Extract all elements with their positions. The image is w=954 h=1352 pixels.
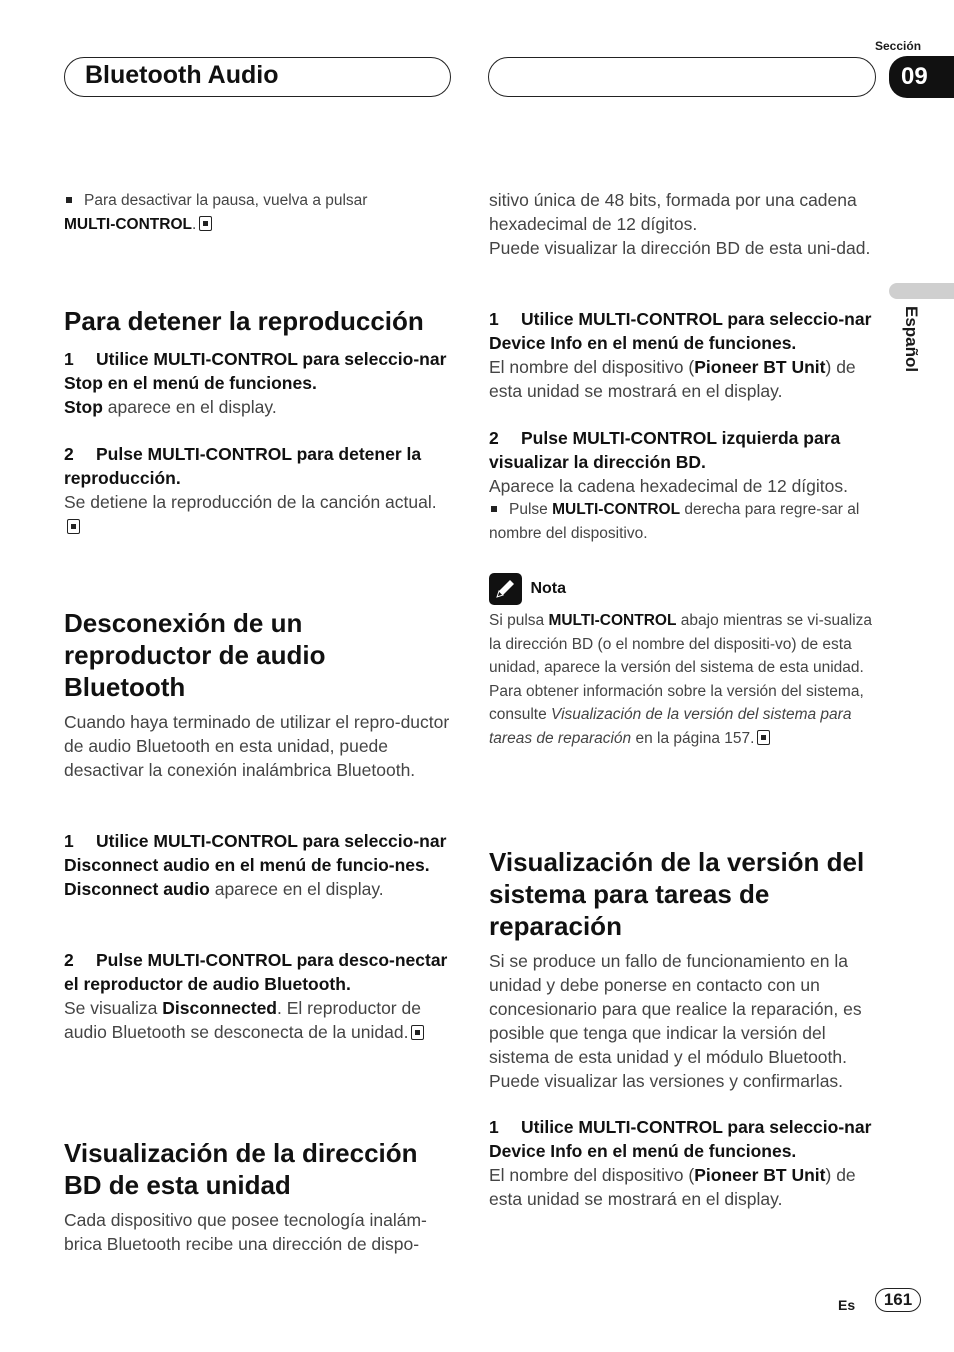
step-body: El nombre del dispositivo ( xyxy=(489,1165,695,1185)
step-number: 1 xyxy=(489,1117,499,1137)
paragraph: Cada dispositivo que posee tecnología inalám-brica Bluetooth recibe una dirección de dispo- xyxy=(64,1210,427,1254)
disconnect-step-1 xyxy=(64,829,452,901)
step-title: Utilice MULTI-CONTROL para seleccio-nar Device Info en el menú de funciones. xyxy=(489,1117,872,1161)
section-label: Sección xyxy=(875,39,922,53)
intro-text-end: . xyxy=(192,215,197,233)
end-mark-icon xyxy=(411,1025,424,1040)
step-title: Pulse MULTI-CONTROL para detener la reproducción. xyxy=(64,444,422,488)
step-body-end: . El reproductor de audio Bluetooth se desconecta de la unidad. xyxy=(64,998,421,1042)
version-body xyxy=(489,949,879,1093)
step-body-bold: Pioneer BT Unit xyxy=(694,1165,826,1185)
step-body: Aparece la cadena hexadecimal de 12 dígitos. xyxy=(489,476,848,496)
step-title: Pulse MULTI-CONTROL izquierda para visualizar la dirección BD. xyxy=(489,428,841,472)
step-body: aparece en el display. xyxy=(102,397,277,417)
step-body-end: ) de esta unidad se mostrará en el display. xyxy=(489,357,856,401)
section-number-badge: 09 xyxy=(889,56,954,98)
paragraph: Cuando haya terminado de utilizar el repro-ductor de audio Bluetooth en esta unidad, puede desactivar la conexión inalámbrica Bluetooth. xyxy=(64,712,450,780)
bullet-icon xyxy=(491,506,497,512)
disconnect-section xyxy=(64,607,452,703)
bd-body xyxy=(64,1208,452,1256)
section-heading: Visualización de la versión del sistema para tareas de reparación xyxy=(489,847,865,941)
section-heading: Para detener la reproducción xyxy=(64,306,424,336)
bd-step-1 xyxy=(489,307,879,403)
version-section xyxy=(489,846,879,942)
pencil-note-icon xyxy=(489,573,522,605)
paragraph: Puede visualizar la dirección BD de esta uni-dad. xyxy=(489,238,871,258)
note-body xyxy=(489,609,879,750)
section-heading: Desconexión de un reproductor de audio Bluetooth xyxy=(64,608,326,702)
paragraph: Si se produce un fallo de funcionamiento en la unidad y debe ponerse en contacto con un concesionario para que realice la reparación, es posible que tenga que indicar la versión del sistema de esta unidad y el módulo Bluetooth. Puede visualizar las versiones y confirmarlas. xyxy=(489,951,862,1091)
section-heading: Visualización de la dirección BD de esta unidad xyxy=(64,1138,418,1200)
version-step-1 xyxy=(489,1115,879,1211)
note-header xyxy=(489,573,879,605)
note-label: Nota xyxy=(530,580,567,597)
page-number: 161 xyxy=(875,1288,921,1312)
step-body-end: ) de esta unidad se mostrará en el display. xyxy=(489,1165,856,1209)
step-title: Utilice MULTI-CONTROL para seleccio-nar Device Info en el menú de funciones. xyxy=(489,309,872,353)
footer-language: Es xyxy=(838,1297,856,1313)
bullet-text-end: derecha para regre-sar al nombre del dispositivo. xyxy=(489,501,860,542)
disconnect-body xyxy=(64,710,452,782)
note-text-mid: abajo mientras se vi-sualiza la dirección BD (o el nombre del dispositi-vo) de esta unidad, aparece la versión del sistema de esta unidad. Para obtener información sobre la versión del sistema, consulte xyxy=(489,612,873,723)
language-label: Español xyxy=(902,306,921,373)
end-mark-icon xyxy=(67,519,80,534)
step-body-bold: Disconnect audio xyxy=(64,879,210,899)
step-number: 1 xyxy=(489,309,499,329)
step-title: Utilice MULTI-CONTROL para seleccio-nar Disconnect audio en el menú de funcio-nes. xyxy=(64,831,447,875)
intro-bold: MULTI-CONTROL xyxy=(64,215,192,233)
note-text: Si pulsa xyxy=(489,612,549,629)
header-title-box xyxy=(64,57,451,97)
bullet-bold: MULTI-CONTROL xyxy=(552,501,681,518)
step-body-bold: Pioneer BT Unit xyxy=(694,357,826,377)
header-title: Bluetooth Audio xyxy=(85,61,279,89)
end-mark-icon xyxy=(199,216,212,231)
step-number: 1 xyxy=(64,831,74,851)
stop-step-2 xyxy=(64,442,452,538)
bd-step-2 xyxy=(489,426,879,545)
language-tab xyxy=(889,283,954,299)
step-body-bold: Stop xyxy=(64,397,103,417)
bd-section xyxy=(64,1137,452,1201)
step-title: Utilice MULTI-CONTROL para seleccio-nar Stop en el menú de funciones. xyxy=(64,349,447,393)
step-number: 2 xyxy=(64,444,74,464)
step-number: 2 xyxy=(489,428,499,448)
step-body: Se detiene la reproducción de la canción actual. xyxy=(64,492,437,512)
bullet-text: Pulse xyxy=(509,501,553,518)
step-body: aparece en el display. xyxy=(209,879,384,899)
step-number: 2 xyxy=(64,950,74,970)
disconnect-step-2 xyxy=(64,948,452,1044)
step-body: El nombre del dispositivo ( xyxy=(489,357,695,377)
header-empty-box xyxy=(488,57,876,97)
note-bold: MULTI-CONTROL xyxy=(548,612,677,629)
paragraph: sitivo única de 48 bits, formada por una cadena hexadecimal de 12 dígitos. xyxy=(489,190,857,234)
bd-continued xyxy=(489,188,879,260)
intro-bullet xyxy=(64,189,452,236)
note-crossref: Visualización de la versión del sistema para tareas de reparación xyxy=(489,706,852,747)
step-number: 1 xyxy=(64,349,74,369)
step-body: Se visualiza xyxy=(64,998,163,1018)
intro-text: Para desactivar la pausa, vuelva a pulsar xyxy=(84,192,368,209)
step-title: Pulse MULTI-CONTROL para desco-nectar el reproductor de audio Bluetooth. xyxy=(64,950,448,994)
bullet-icon xyxy=(66,197,72,203)
step-body-bold: Disconnected xyxy=(162,998,277,1018)
stop-section xyxy=(64,305,452,337)
stop-step-1 xyxy=(64,347,452,419)
end-mark-icon xyxy=(757,730,770,745)
note-text-end: en la página 157. xyxy=(631,729,755,747)
